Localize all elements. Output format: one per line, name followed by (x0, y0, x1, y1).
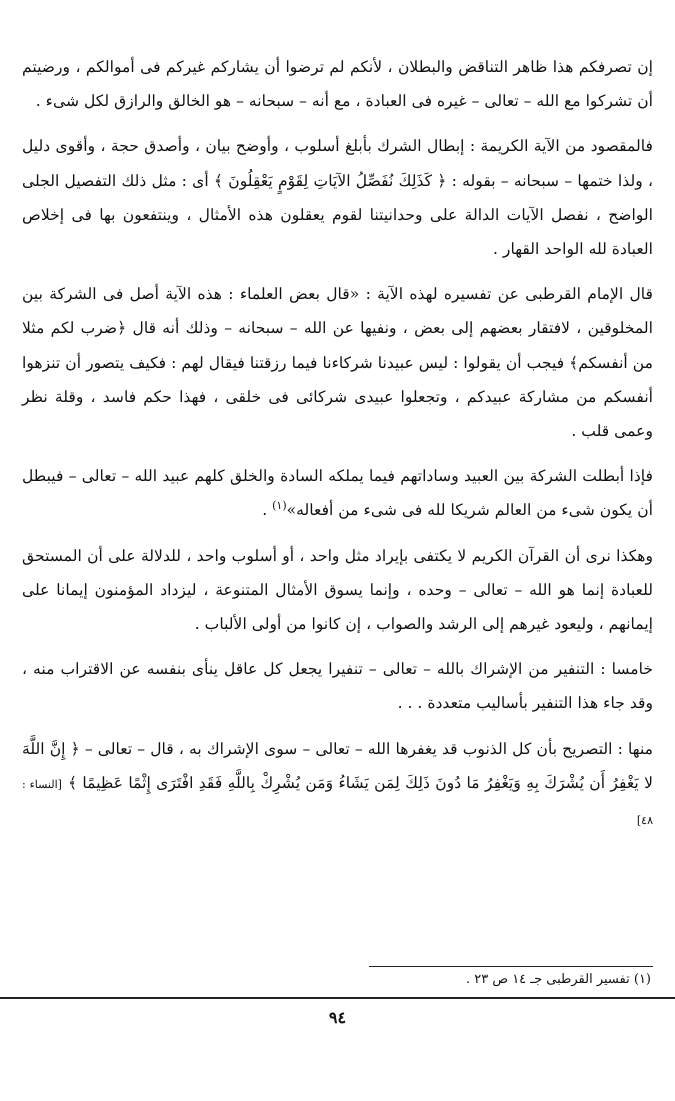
paragraph-4-tail: . (262, 501, 273, 520)
paragraph-4 (22, 459, 653, 527)
paragraph-3 (22, 277, 653, 448)
body-text (22, 50, 653, 838)
page-number: ٩٤ (328, 1008, 347, 1027)
paragraph-7 (22, 732, 653, 839)
quran-citation: [النساء : ٤٨] (22, 777, 653, 828)
paragraph-1-text: إن تصرفكم هذا ظاهر التناقض والبطلان ، لأنكم لم ترضوا أن يشاركم غيركم فى أموالكم ، ورضيتم أن تشركوا مع الله – تعالى – غيره فى العبادة ، مع أنه – سبحانه – هو الخالق والرازق لكل شىء . (22, 58, 653, 111)
paragraph-1 (22, 50, 653, 118)
paragraph-2-text: فالمقصود من الآية الكريمة : إبطال الشرك بأبلغ أسلوب ، وأوضح بيان ، وأصدق حجة ، وأقوى دليل ، ولذا ختمها – سبحانه – بقوله : ﴿ كَذَلِكَ نُفَصِّلُ الآيَاتِ لِقَوْمٍ يَعْقِلُونَ ﴾ أى : مثل ذلك التفصيل الجلى الواضح ، نفصل الآيات الدالة على وحدانيتنا لقوم يعقلون هذه الأمثال ، وينتفعون بها فى إخلاص العبادة لله الواحد القهار . (22, 137, 653, 259)
footnote-divider (369, 966, 653, 967)
paragraph-7-text: منها : التصريح بأن كل الذنوب قد يغفرها الله – تعالى – سوى الإشراك به ، قال – تعالى – ﴿ إِنَّ اللَّهَ لا يَغْفِرُ أَن يُشْرَكَ بِهِ وَيَغْفِرُ مَا دُونَ ذَلِكَ لِمَن يَشَاءُ وَمَن يُشْرِكْ بِاللَّهِ فَقَدِ افْتَرَى إِثْمًا عَظِيمًا ﴾ (22, 739, 654, 792)
paragraph-4-text: فإذا أبطلت الشركة بين العبيد وساداتهم فيما يملكه السادة والخلق كلهم عبيد الله – تعالى – فيبطل أن يكون شىء من العالم شريكا لله فى شىء من أفعاله» (22, 467, 653, 520)
page-divider (0, 997, 675, 999)
paragraph-6 (22, 652, 653, 720)
paragraph-5 (22, 539, 653, 642)
paragraph-5-text: وهكذا نرى أن القرآن الكريم لا يكتفى بإيراد مثل واحد ، أو أسلوب واحد ، للدلالة على أن المستحق للعبادة إنما هو الله – تعالى – وحده ، وإنما يسوق الأمثال المتنوعة ، ليزداد المؤمنون إيمانا على إيمانهم ، وليعود غيرهم إلى الرشد والصواب ، إن كانوا من أولى الألباب . (22, 546, 653, 634)
footnote: (١) تفسير القرطبى جـ ١٤ ص ٢٣ . (465, 972, 651, 987)
paragraph-6-text: خامسا : التنفير من الإشراك بالله – تعالى – تنفيرا يجعل كل عاقل ينأى بنفسه عن الاقتراب منه ، وقد جاء هذا التنفير بأساليب متعددة . . . (22, 660, 653, 713)
footnote-marker: (١) (272, 499, 287, 513)
paragraph-3-text: قال الإمام القرطبى عن تفسيره لهذه الآية : «قال بعض العلماء : هذه الآية أصل فى الشركة بين المخلوقين ، لافتقار بعضهم إلى بعض ، ونفيها عن الله – سبحانه – وذلك أنه قال ﴿ضرب لكم مثلا من أنفسكم﴾ فيجب أن يقولوا : ليس عبيدنا شركاءنا فيما رزقتنا فيقال لهم : فكيف يتصور أن تنزهوا أنفسكم من مشاركة عبيدكم ، وتجعلوا عبيدى شركائى فى خلقى ، فهذا حكم فاسد ، وقلة نظر وعمى قلب . (22, 285, 653, 441)
paragraph-2 (22, 129, 653, 266)
